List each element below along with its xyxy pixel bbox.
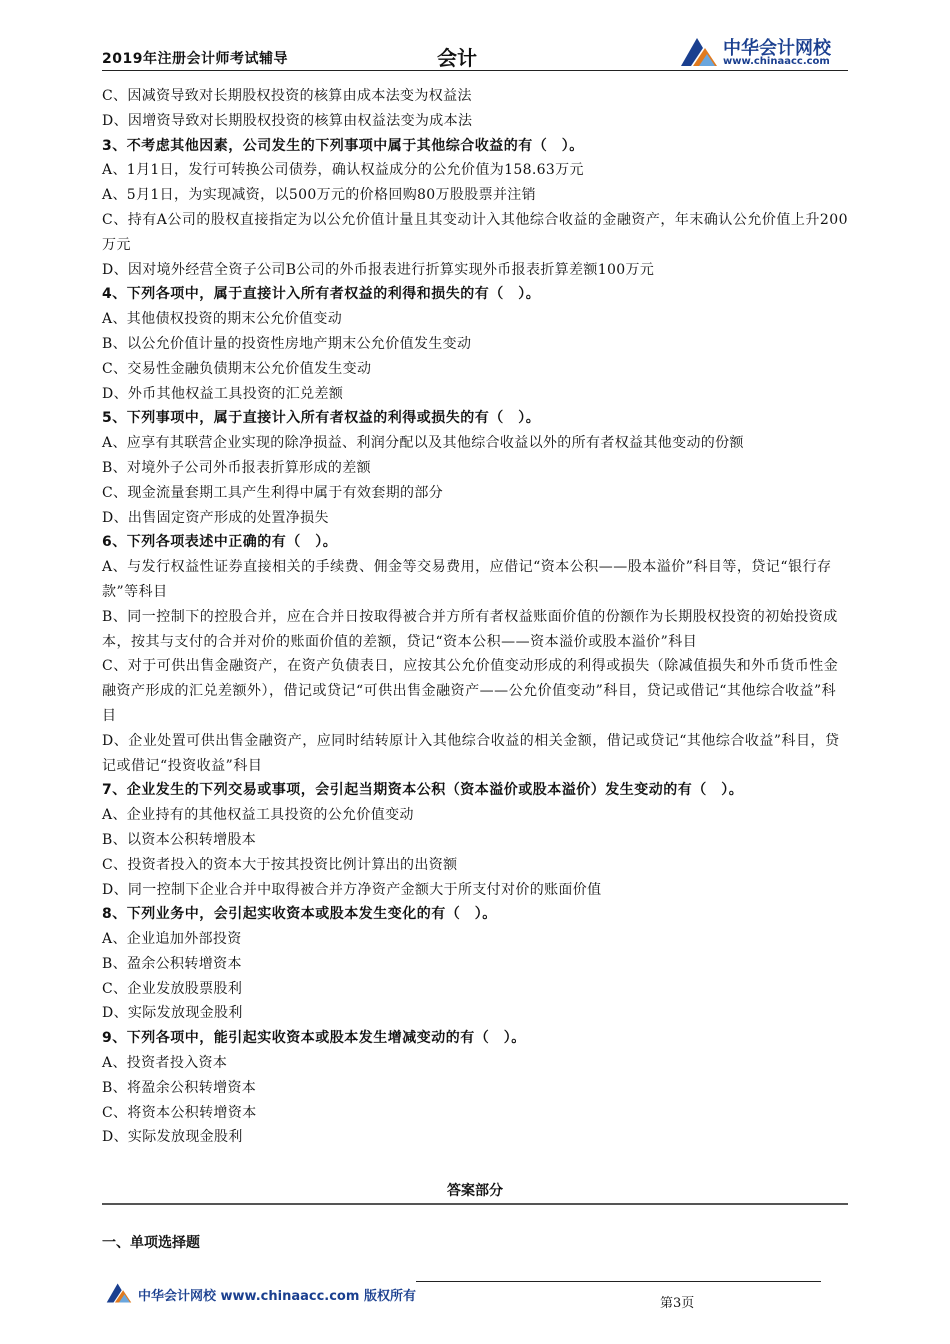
answer-option: D、企业处置可供出售金融资产，应同时结转原计入其他综合收益的相关金额，借记或贷记“其他综合收益”科目，贷记或借记“投资收益”科目 (102, 732, 840, 774)
page-header (102, 38, 848, 72)
answer-option: B、将盈余公积转增资本 (102, 1079, 257, 1096)
header-subject: 会计 (437, 46, 477, 70)
single-choice-heading: 一、单项选择题 (102, 1235, 200, 1251)
answer-section-title: 答案部分 (447, 1183, 503, 1199)
question-stem: 5、下列事项中，属于直接计入所有者权益的利得或损失的有（ ）。 (102, 410, 541, 427)
answer-option: A、投资者投入资本 (102, 1055, 228, 1072)
answer-option: D、同一控制下企业合并中取得被合并方净资产金额大于所支付对价的账面价值 (102, 881, 602, 898)
logo-url: www.chinaacc.com (723, 56, 830, 67)
footer-copyright: 中华会计网校 www.chinaacc.com 版权所有 (138, 1289, 416, 1304)
answer-option: B、盈余公积转增资本 (102, 955, 242, 972)
answer-option: B、对境外子公司外币报表折算形成的差额 (102, 459, 371, 476)
question-stem: 8、下列业务中，会引起实收资本或股本发生变化的有（ ）。 (102, 906, 497, 923)
question-stem: 7、企业发生的下列交易或事项，会引起当期资本公积（资本溢价或股本溢价）发生变动的有（ ）。 (102, 782, 744, 799)
answer-option: D、因增资导致对长期股权投资的核算由权益法变为成本法 (102, 112, 473, 129)
answer-option: D、因对境外经营全资子公司B公司的外币报表进行折算实现外币报表折算差额100万元 (102, 261, 655, 278)
footer-logo-mark-icon (104, 1279, 134, 1307)
answer-option: C、持有A公司的股权直接指定为以公允价值计量且其变动计入其他综合收益的金融资产，年末确认公允价值上升200万元 (102, 211, 849, 253)
answer-option: C、将资本公积转增资本 (102, 1104, 257, 1121)
footer-divider (416, 1281, 821, 1282)
answer-option: B、以公允价值计量的投资性房地产期末公允价值发生变动 (102, 335, 472, 352)
answer-option: B、同一控制下的控股合并，应在合并日按取得被合并方所有者权益账面价值的份额作为长期股权投资的初始投资成本，按其与支付的合并对价的账面价值的差额，贷记“资本公积——资本溢价或股本溢价”科目 (102, 608, 838, 650)
answer-option: B、以资本公积转增股本 (102, 831, 257, 848)
answer-option: C、对于可供出售金融资产，在资产负债表日，应按其公允价值变动形成的利得或损失（除减值损失和外币货币性金融资产形成的汇兑差额外），借记或贷记“可供出售金融资产——公允价值变动”科目，贷记或借记“其他综合收益”科目 (102, 658, 839, 724)
answer-option: C、因减资导致对长期股权投资的核算由成本法变为权益法 (102, 88, 472, 104)
page-number: 第3页 (660, 1296, 695, 1311)
header-divider (102, 70, 848, 71)
answer-option: C、现金流量套期工具产生利得中属于有效套期的部分 (102, 484, 444, 501)
header-course-title: 2019年注册会计师考试辅导 (102, 51, 288, 67)
answer-option: A、企业持有的其他权益工具投资的公允价值变动 (102, 807, 414, 824)
answer-option: A、应享有其联营企业实现的除净损益、利润分配以及其他综合收益以外的所有者权益其他变动的份额 (102, 435, 744, 452)
answer-option: D、外币其他权益工具投资的汇兑差额 (102, 385, 344, 402)
answer-option: A、与发行权益性证券直接相关的手续费、佣金等交易费用，应借记“资本公积——股本溢价”科目等，贷记“银行存款”等科目 (102, 559, 832, 600)
answer-option: D、出售固定资产形成的处置净损失 (102, 509, 329, 526)
answer-option: C、交易性金融负债期末公允价值发生变动 (102, 360, 372, 377)
answer-option: D、实际发放现金股利 (102, 1005, 243, 1022)
question-content (102, 84, 850, 1150)
answer-option: A、5月1日，为实现减资，以500万元的价格回购80万股股票并注销 (102, 187, 537, 204)
answer-option: A、其他债权投资的期末公允价值变动 (102, 311, 343, 328)
logo-name: 中华会计网校 (723, 38, 831, 59)
answer-divider (102, 1203, 848, 1205)
answer-option: C、投资者投入的资本大于按其投资比例计算出的出资额 (102, 856, 458, 873)
answer-option: A、1月1日，发行可转换公司债券，确认权益成分的公允价值为158.63万元 (102, 162, 584, 179)
footer-logo (104, 1279, 434, 1309)
question-stem: 3、不考虑其他因素，公司发生的下列事项中属于其他综合收益的有（ ）。 (102, 137, 584, 154)
answer-option: C、企业发放股票股利 (102, 980, 243, 997)
logo-mark-icon (677, 34, 721, 70)
question-stem: 6、下列各项表述中正确的有（ ）。 (102, 534, 338, 551)
answer-option: D、实际发放现金股利 (102, 1129, 243, 1146)
header-logo (677, 34, 852, 70)
answer-option: A、企业追加外部投资 (102, 931, 242, 948)
question-stem: 9、下列各项中，能引起实收资本或股本发生增减变动的有（ ）。 (102, 1030, 526, 1047)
question-stem: 4、下列各项中，属于直接计入所有者权益的利得和损失的有（ ）。 (102, 286, 541, 303)
